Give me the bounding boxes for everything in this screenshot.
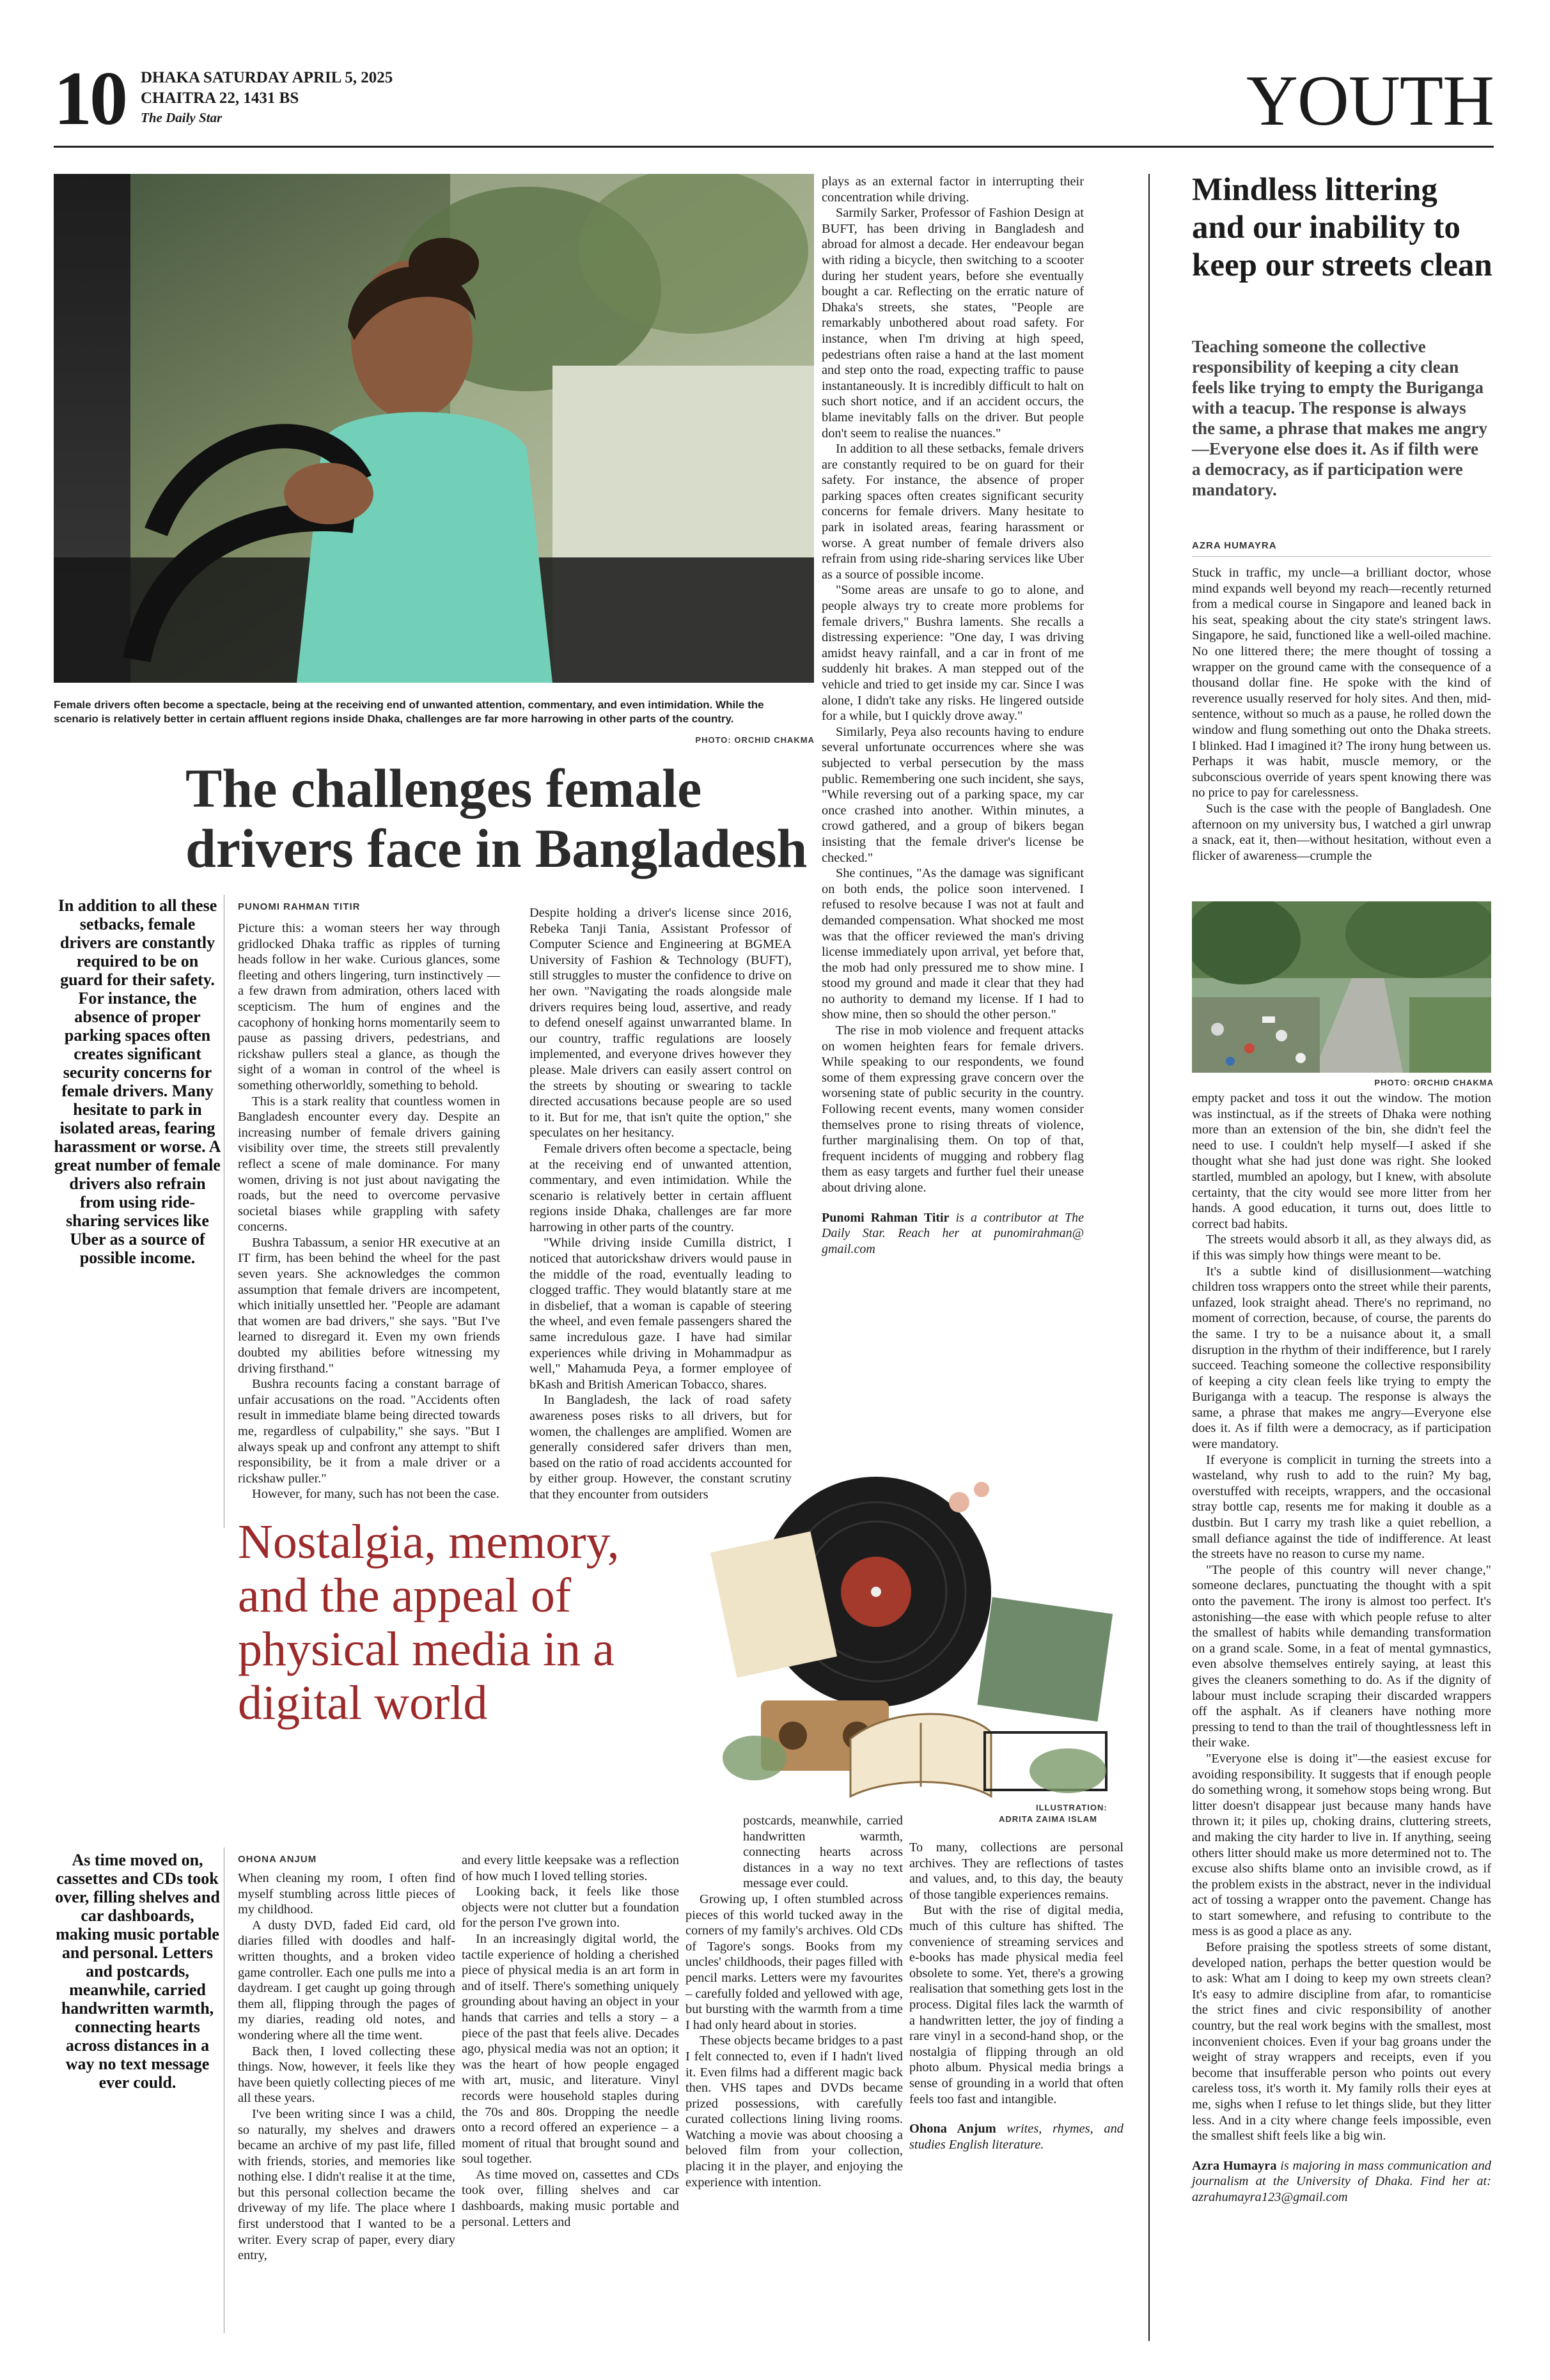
page-number: 10 <box>54 56 125 141</box>
article2-c3-p1: Growing up, I often stumbled across pieces of this world tucked away in the corners of my family's archives. Old CDs of Tagore's songs. Books from my uncles' childhoods, their pages filled with pencil marks. Letters were my favourites – carefully folded and yellowed with age, but bursting with the warmth from a time I had only heard about in stories. <box>685 1892 903 2032</box>
illustration-credit-label: ILLUSTRATION: <box>1036 1803 1108 1812</box>
article2-c1-p2: A dusty DVD, faded Eid card, old diaries filled with doodles and half-written thoughts, and a broken video game controller. Each one pulls me into a daydream. I get caught up going through them all, flipping through the pages of my diaries, reading old notes, and wondering where all the time went. <box>238 1918 455 2042</box>
article1-c1-p5: However, for many, such has not been the case. <box>252 1487 499 1502</box>
section-title: YOUTH <box>1246 61 1494 141</box>
article3-author-rest: is majoring in mass communication and journalism at the University of Dhaka. Find her at: azrahumayra123@gmail.com <box>1192 2158 1491 2204</box>
article3-top-p2: Such is the case with the people of Bangladesh. One afternoon on my university bus, I watched a girl unwrap a snack, eat it, then—without hesitation, without even a flicker of awareness—crumple the <box>1192 801 1491 863</box>
article3-author-name: Azra Humayra <box>1192 2158 1277 2173</box>
article1-byline: PUNOMI RAHMAN TITIR <box>238 901 361 912</box>
masthead-rule <box>54 146 1494 148</box>
article2-c2-p1: and every little keepsake was a reflection of how much I loved telling stories. <box>462 1853 679 1883</box>
article3-bottom-p3: It's a subtle kind of disillusionment—watching children toss wrappers onto the street while their parents, unfazed, look straight ahead. There's no reprimand, no moment of correction, because, of course, the parents do the same. I try to be a nuisance about it, a small disruption in the rhythm of their indifference, but I rarely succeed. Teaching someone the collective responsibility of keeping a city clean feels like trying to empty the Buriganga with a teacup. The response is always the same, a phrase that makes me angry—Everyone else does it. As if filth were a democracy, as if participation were mandatory. <box>1192 1264 1491 1452</box>
article1-author-note <box>822 1210 1084 1257</box>
article1-c3-p3: In addition to all these setbacks, female drivers are constantly required to be on guard for their safety. For instance, the absence of proper parking spaces often creates significant security concerns for female drivers. Many hesitate to park in isolated areas, fearing harassment or worse. A great number of female drivers also refrain from using ride-sharing services like Uber as a source of possible income. <box>822 442 1084 582</box>
article3-bottom-p1: empty packet and toss it out the window. The motion was instinctual, as if the streets of Dhaka were nothing more than an extension of the bin, she didn't feel the need to use. I couldn't help myself—I asked if she thought what she had just done was right. She looked startled, mumbled an apology, but I knew, with absolute certainty, that the city would see more litter from her hands. A good education, it turns out, does little to correct bad habits. <box>1192 1091 1491 1231</box>
article3-left-divider <box>1148 174 1150 2341</box>
article2-c1-p4: I've been writing since I was a child, so naturally, my shelves and drawers became an archive of my past life, filled with friends, stories, and memories like nothing else. I didn't realise it at the time, but this personal collection became the driveway of my life. The place where I first understood that I wanted to be a writer. Every scrap of paper, every diary entry, <box>238 2106 455 2263</box>
article1-c3-p7: The rise in mob violence and frequent attacks on women heighten fears for female drivers. While speaking to our respondents, we found some of them expressing grave concern over the worsening state of public security in the country. Following recent events, many women consider themselves prone to rising threats of violence, further marginalising them. On top of that, frequent incidents of mugging and robbery flag them as easy targets and further fuel their unease about driving alone. <box>822 1023 1084 1195</box>
article2-c3-top: postcards, meanwhile, carried handwritten warmth, connecting hearts across distances in a way no text message ever could. <box>743 1814 903 1891</box>
article1-column-1 <box>238 921 500 1502</box>
article3-headline: Mindless littering and our inability to keep our streets clean <box>1192 172 1492 283</box>
article1-column-3 <box>822 174 1084 1257</box>
article2-c2-p4: As time moved on, cassettes and CDs took over, filling shelves and car dashboards, making music portable and personal. Letters and <box>462 2167 679 2229</box>
article3-bottom-p5: "The people of this country will never change," someone declares, punctuating the thought with a spit onto the pavement. The irony is almost too perfect. It's astonishing—the ease with which people refuse to alter the smallest of habits while demanding transformation on a grand scale. Some, in a feat of mental gymnastics, even absolve themselves entirely saying, at least this gives the cleaners something to do. As if the dignity of labour must include scraping their discarded wrappers off the asphalt. As if cleaners have nothing more pressing to tend to than the trail of thoughtlessness left in their wake. <box>1192 1562 1491 1750</box>
article2-author-rest: writes, rhymes, and studies English literature. <box>909 2122 1123 2152</box>
article1-c3-p5: Similarly, Peya also recounts having to endure several unfortunate occurrences where she was subjected to verbal persecution by the mass public. Remembering one such incident, she says, "While reversing out of a parking space, my car once crashed into another. Within minutes, a crowd gathered, and a group of bikers began insisting that the female driver's license be checked." <box>822 724 1084 865</box>
article2-pull-quote: As time moved on, cassettes and CDs took over, filling shelves and car dashboards, making music portable and personal. Letters and postcards, meanwhile, carried handwritten warmth, connecting hearts across distances in a way no text message ever could. <box>55 1851 220 2092</box>
article1-c3-p4: "Some areas are unsafe to go to alone, and people always try to create more problems for female drivers," Bushra laments. She recalls a distressing experience: "One day, I was driving amidst heavy rainfall, and a car in front of me suddenly hit brakes. A man stepped out of the vehicle and tried to get inside my car. Since I was alone, I didn't take any risks. He lingered outside for a while, but I quickly drove away." <box>822 583 1084 724</box>
article1-c3-p1: plays as an external factor in interrupting their concentration while driving. <box>822 175 1084 205</box>
article2-byline: OHONA ANJUM <box>238 1854 317 1865</box>
article2-c2-p3: In an increasingly digital world, the tactile experience of holding a cherished piece of physical media is an art form in and of itself. There's something uniquely grounding about having an object in your hands that carries and tells a story – a piece of the past that feels alive. Decades ago, physical media was not an option; it was the heart of how people engaged with art, music, and literature. Vinyl records were household staples during the 70s and 80s. Dropping the needle onto a record offered an experience – a moment of ritual that brought sound and soul together. <box>462 1931 679 2166</box>
bangla-date: CHAITRA 22, 1431 BS <box>141 89 299 107</box>
article2-column-2 <box>462 1853 679 2230</box>
article3-deck: Teaching someone the collective responsibility of keeping a city clean feels like trying to empty the Buriganga with a teacup. The response is always the same, a phrase that makes me angry—Everyone else does it. As if filth were a democracy, as if participation were mandatory. <box>1192 337 1487 499</box>
article1-c2-p1: Despite holding a driver's license since 2016, Rebeka Tanji Tania, Assistant Professor of Computer Science and Engineering at BGMEA University of Fashion & Technology (BUFT), still struggles to muster the confidence to drive on her own. "Navigating the roads alongside male drivers requires being loud, assertive, and ready to defend oneself against unwarranted blame. In our country, traffic regulations are loosely implemented, and everyone drives however they please. Male drivers can easily assert control on the streets by shouting or swearing to tackle directed accusations because people are so used to it. But for me, that isn't quite the option," she speculates on her hesitancy. <box>529 906 792 1140</box>
driver-photo-illustration <box>54 174 814 683</box>
driver-photo <box>54 174 814 683</box>
article1-c1-p3: Bushra Tabassum, a senior HR executive at an IT firm, has been behind the wheel for the past seven years. She acknowledges the common assumption that female drivers are incompetent, which initially unsettled her. "People are adamant that women are bad drivers," she says. "But I've learned to disregard it. Even my own friends doubted my abilities before witnessing my driving firsthand." <box>238 1235 500 1376</box>
article2-c3-p2: These objects became bridges to a past I felt connected to, even if I hadn't lived it. Even films had a different magic back then. VHS tapes and DVDs became prized possessions, with carefully curated collections lining living rooms. Watching a movie was about choosing a beloved film from your collection, placing it in the player, and enjoying the experience with intention. <box>685 2034 903 2189</box>
article2-author-name: Ohona Anjum <box>909 2122 996 2136</box>
article1-c2-p2: Female drivers often become a spectacle, being at the receiving end of unwanted attention, commentary, and even intimidation. While the scenario is relatively better in certain affluent regions inside Dhaka, challenges are far more harrowing in other parts of the country. <box>529 1141 792 1234</box>
article1-headline: The challenges female drivers face in Bangladesh <box>185 758 808 879</box>
physical-media-illustration <box>684 1464 1132 1822</box>
article3-byline-rule <box>1192 556 1491 557</box>
article1-pull-quote: In addition to all these setbacks, female drivers are constantly required to be on guard for their safety. For instance, the absence of proper parking spaces often creates significant security concerns for female drivers. Many hesitate to park in isolated areas, fearing harassment or worse. A great number of female drivers also refrain from using ride-sharing services like Uber as a source of possible income. <box>54 896 221 1267</box>
article3-bottom-p7: Before praising the spotless streets of some distant, developed nation, perhaps the better question would be to ask: What am I doing to keep my own streets clean? It's easy to admire discipline from afar, to romanticise the strict fines and civic responsibility of another country, but the real work begins with the smallest, most inconvenient choices. Even if your bag groans under the weight of stray wrappers and receipts, even if you become that insufferable person who points out every careless toss, it's worth it. My family rolls their eyes at me, sighs when I refuse to let things slide, but they litter less. And in a city where change feels impossible, even the smallest shift feels like a big win. <box>1192 1940 1491 2143</box>
article3-byline: AZRA HUMAYRA <box>1192 540 1277 551</box>
article2-column-4 <box>909 1840 1123 2152</box>
article2-c1-p3: Back then, I loved collecting these things. Now, however, it feels like they have been quietly collecting pieces of me all these years. <box>238 2044 455 2106</box>
litter-photo-credit: PHOTO: ORCHID CHAKMA <box>1374 1078 1494 1087</box>
article3-top-p1: Stuck in traffic, my uncle—a brilliant doctor, whose mind expands well beyond my reach—recently returned from a medical course in Singapore and leaned back in his seat, speaking about the city state's stringent laws. Singapore, he said, functioned like a well-oiled machine. No one littered there; the mere thought of tossing a wrapper on the ground came with the consequence of a thousand dollar fine. He spoke with the kind of reverence usually reserved for holy sites. And then, mid-sentence, without so much as a pause, he rolled down the window and flung something out onto the Dhaka streets. I blinked. Had I imagined it? The irony hung between us. Perhaps it was habit, muscle memory, or the subconscious override of years spent knowing there was no price to pay for carelessness. <box>1192 566 1491 800</box>
article2-author-note <box>909 2121 1123 2152</box>
article3-bottom-p4: If everyone is complicit in turning the streets into a wasteland, why rush to add to the ruin? My bag, overstuffed with receipts, wrappers, and the occasional stray bottle cap, resents me for making it double as a dustbin. But I carry my trash like a quiet rebellion, a small defiance against the tide of indifference. At least the streets have no reason to curse my name. <box>1192 1452 1491 1562</box>
article1-column-2 <box>529 905 792 1503</box>
article2-c4-p2: But with the rise of digital media, much of this culture has shifted. The convenience of streaming services and e-books has made physical media feel obsolete to some. Yet, there's a growing realisation that something gets lost in the process. Digital files lack the warmth of a handwritten letter, the joy of finding a rare vinyl in a second-hand shop, or the nostalgia of flipping through an old photo album. Physical media brings a sense of grounding in a world that often feels too fast and intangible. <box>909 1903 1123 2106</box>
article1-c2-p3: "While driving inside Cumilla district, I noticed that autorickshaw drivers would pause in the middle of the road, eventually leading to clogged traffic. They would blatantly stare at me in disbelief, that a woman is capable of steering the wheel, and even female passengers shared the same incredulous gaze. I have had similar experiences while driving in Mohammadpur as well," Mahamuda Peya, a former employee of bKash and British American Tobacco, shares. <box>529 1236 792 1392</box>
illustration-credit-name: ADRITA ZAIMA ISLAM <box>999 1814 1097 1824</box>
dateline: DHAKA SATURDAY APRIL 5, 2025 <box>141 69 393 86</box>
paper-name: The Daily Star <box>141 110 223 125</box>
article2-c4-p1: To many, collections are personal archives. They are reflections of tastes and values, and, to this day, the beauty of those tangible experiences remains. <box>909 1840 1123 1902</box>
article3-column-top <box>1192 565 1491 864</box>
article3-bottom-p6: "Everyone else is doing it"—the easiest excuse for avoiding responsibility. It suggests that if enough people do something wrong, it somehow stops being wrong. But litter doesn't disappear just because many hands have thrown it; it piles up, choking drains, cluttering streets, and making the city harder to live in. If anything, seeing others litter should make us more determined not to. The excuse also shifts blame onto an invisible crowd, as if the problem exists in the abstract, never in the individual act of tossing a wrapper onto the pavement. Change has to start somewhere, and refusing to contribute to the mess is as good a place as any. <box>1192 1751 1491 1939</box>
article1-author-name: Punomi Rahman Titir <box>822 1210 950 1225</box>
article1-c1-p2: This is a stark reality that countless women in Bangladesh encounter every day. Despite an increasing number of female drivers gaining visibility over time, the streets still prevalently reflect a scene of male dominance. For many women, driving is not just about navigating the roads, but the need to overcome pervasive societal biases while grappling with safety concerns. <box>238 1094 500 1234</box>
article2-c2-p2: Looking back, it feels like those objects were not clutter but a foundation for the person I've grown into. <box>462 1885 679 1931</box>
article2-column-1 <box>238 1871 455 2264</box>
article2-c1-p1: When cleaning my room, I often find myself stumbling across little pieces of my childhood. <box>238 1871 455 1917</box>
nostalgia-illustration <box>684 1464 1132 1822</box>
litter-photo-illustration <box>1192 901 1491 1073</box>
article1-c1-p1: Picture this: a woman steers her way through gridlocked Dhaka traffic as ripples of turning heads follow in her wake. Curious glances, some fleeting and others lingering, turn instinctively — a few drawn from admiration, others laced with scepticism. The hum of engines and the cacophony of honking horns momentarily seem to pause as passing drivers, pedestrians, and rickshaw pullers steal a glance, as though the sight of a woman in control of the wheel is something otherworldly, something to behold. <box>238 921 500 1093</box>
article3-column-bottom <box>1192 1091 1491 2205</box>
litter-photo <box>1192 901 1491 1073</box>
article1-c3-p6: She continues, "As the damage was significant on both ends, the police soon intervened. I refused to resolve because I was not at fault and demanded compensation. What shocked me most was that the officer reviewed the man's driving license immediately upon arrival, yet before that, the mob had only pressured me to show mine. I stood my ground and made it clear that they had no authority to demand my license. If I had to show mine, then so should the other person." <box>822 866 1084 1022</box>
article3-bottom-p2: The streets would absorb it all, as they always did, as if this was simply how things were meant to be. <box>1192 1233 1491 1263</box>
article2-column-3 <box>685 1813 903 2190</box>
article1-c2-p4: In Bangladesh, the lack of road safety awareness poses risks to all drivers, but for women, the challenges are amplified. Women are generally considered safer drivers than men, based on the ratio of road accidents accounted for by either group. However, the constant scrutiny that they encounter from outsiders <box>529 1393 792 1502</box>
driver-photo-caption: Female drivers often become a spectacle, being at the receiving end of unwanted attention, commentary, and even intimidation. While the scenario is relatively better in certain affluent regions inside Dhaka, challenges are far more harrowing in other parts of the country. <box>54 699 764 725</box>
article1-c3-p2: Sarmily Sarker, Professor of Fashion Design at BUFT, has been driving in Bangladesh and abroad for almost a decade. Her endeavour began with riding a bicycle, then switching to a scooter during her student years, before she eventually bought a car. Reflecting on the erratic nature of Dhaka's streets, she states, "People are remarkably unbothered about road safety. For instance, when I'm driving at high speed, pedestrians often raise a hand at the last moment and step onto the road, expecting traffic to pause instantaneously. It is incredibly difficult to halt on such short notice, and if an accident occurs, the blame inevitably falls on the driver. But people don't seem to realise the nuances." <box>822 206 1084 440</box>
article2-headline: Nostalgia, memory, and the appeal of physical media in a digital world <box>238 1515 620 1730</box>
article1-author-rest: is a contributor at The Daily Star. Reach her at punomirahman@ gmail.com <box>822 1210 1084 1256</box>
article1-c1-p4: Bushra recounts facing a constant barrage of unfair accusations on the road. "Accidents often result in immediate blame being directed towards me, regardless of culpability," she says. "But I always speak up and confront any attempt to shift responsibility, be it from a male driver or a rickshaw puller." <box>238 1377 500 1486</box>
article3-author-note <box>1192 2158 1491 2205</box>
driver-photo-credit: PHOTO: ORCHID CHAKMA <box>695 735 815 745</box>
